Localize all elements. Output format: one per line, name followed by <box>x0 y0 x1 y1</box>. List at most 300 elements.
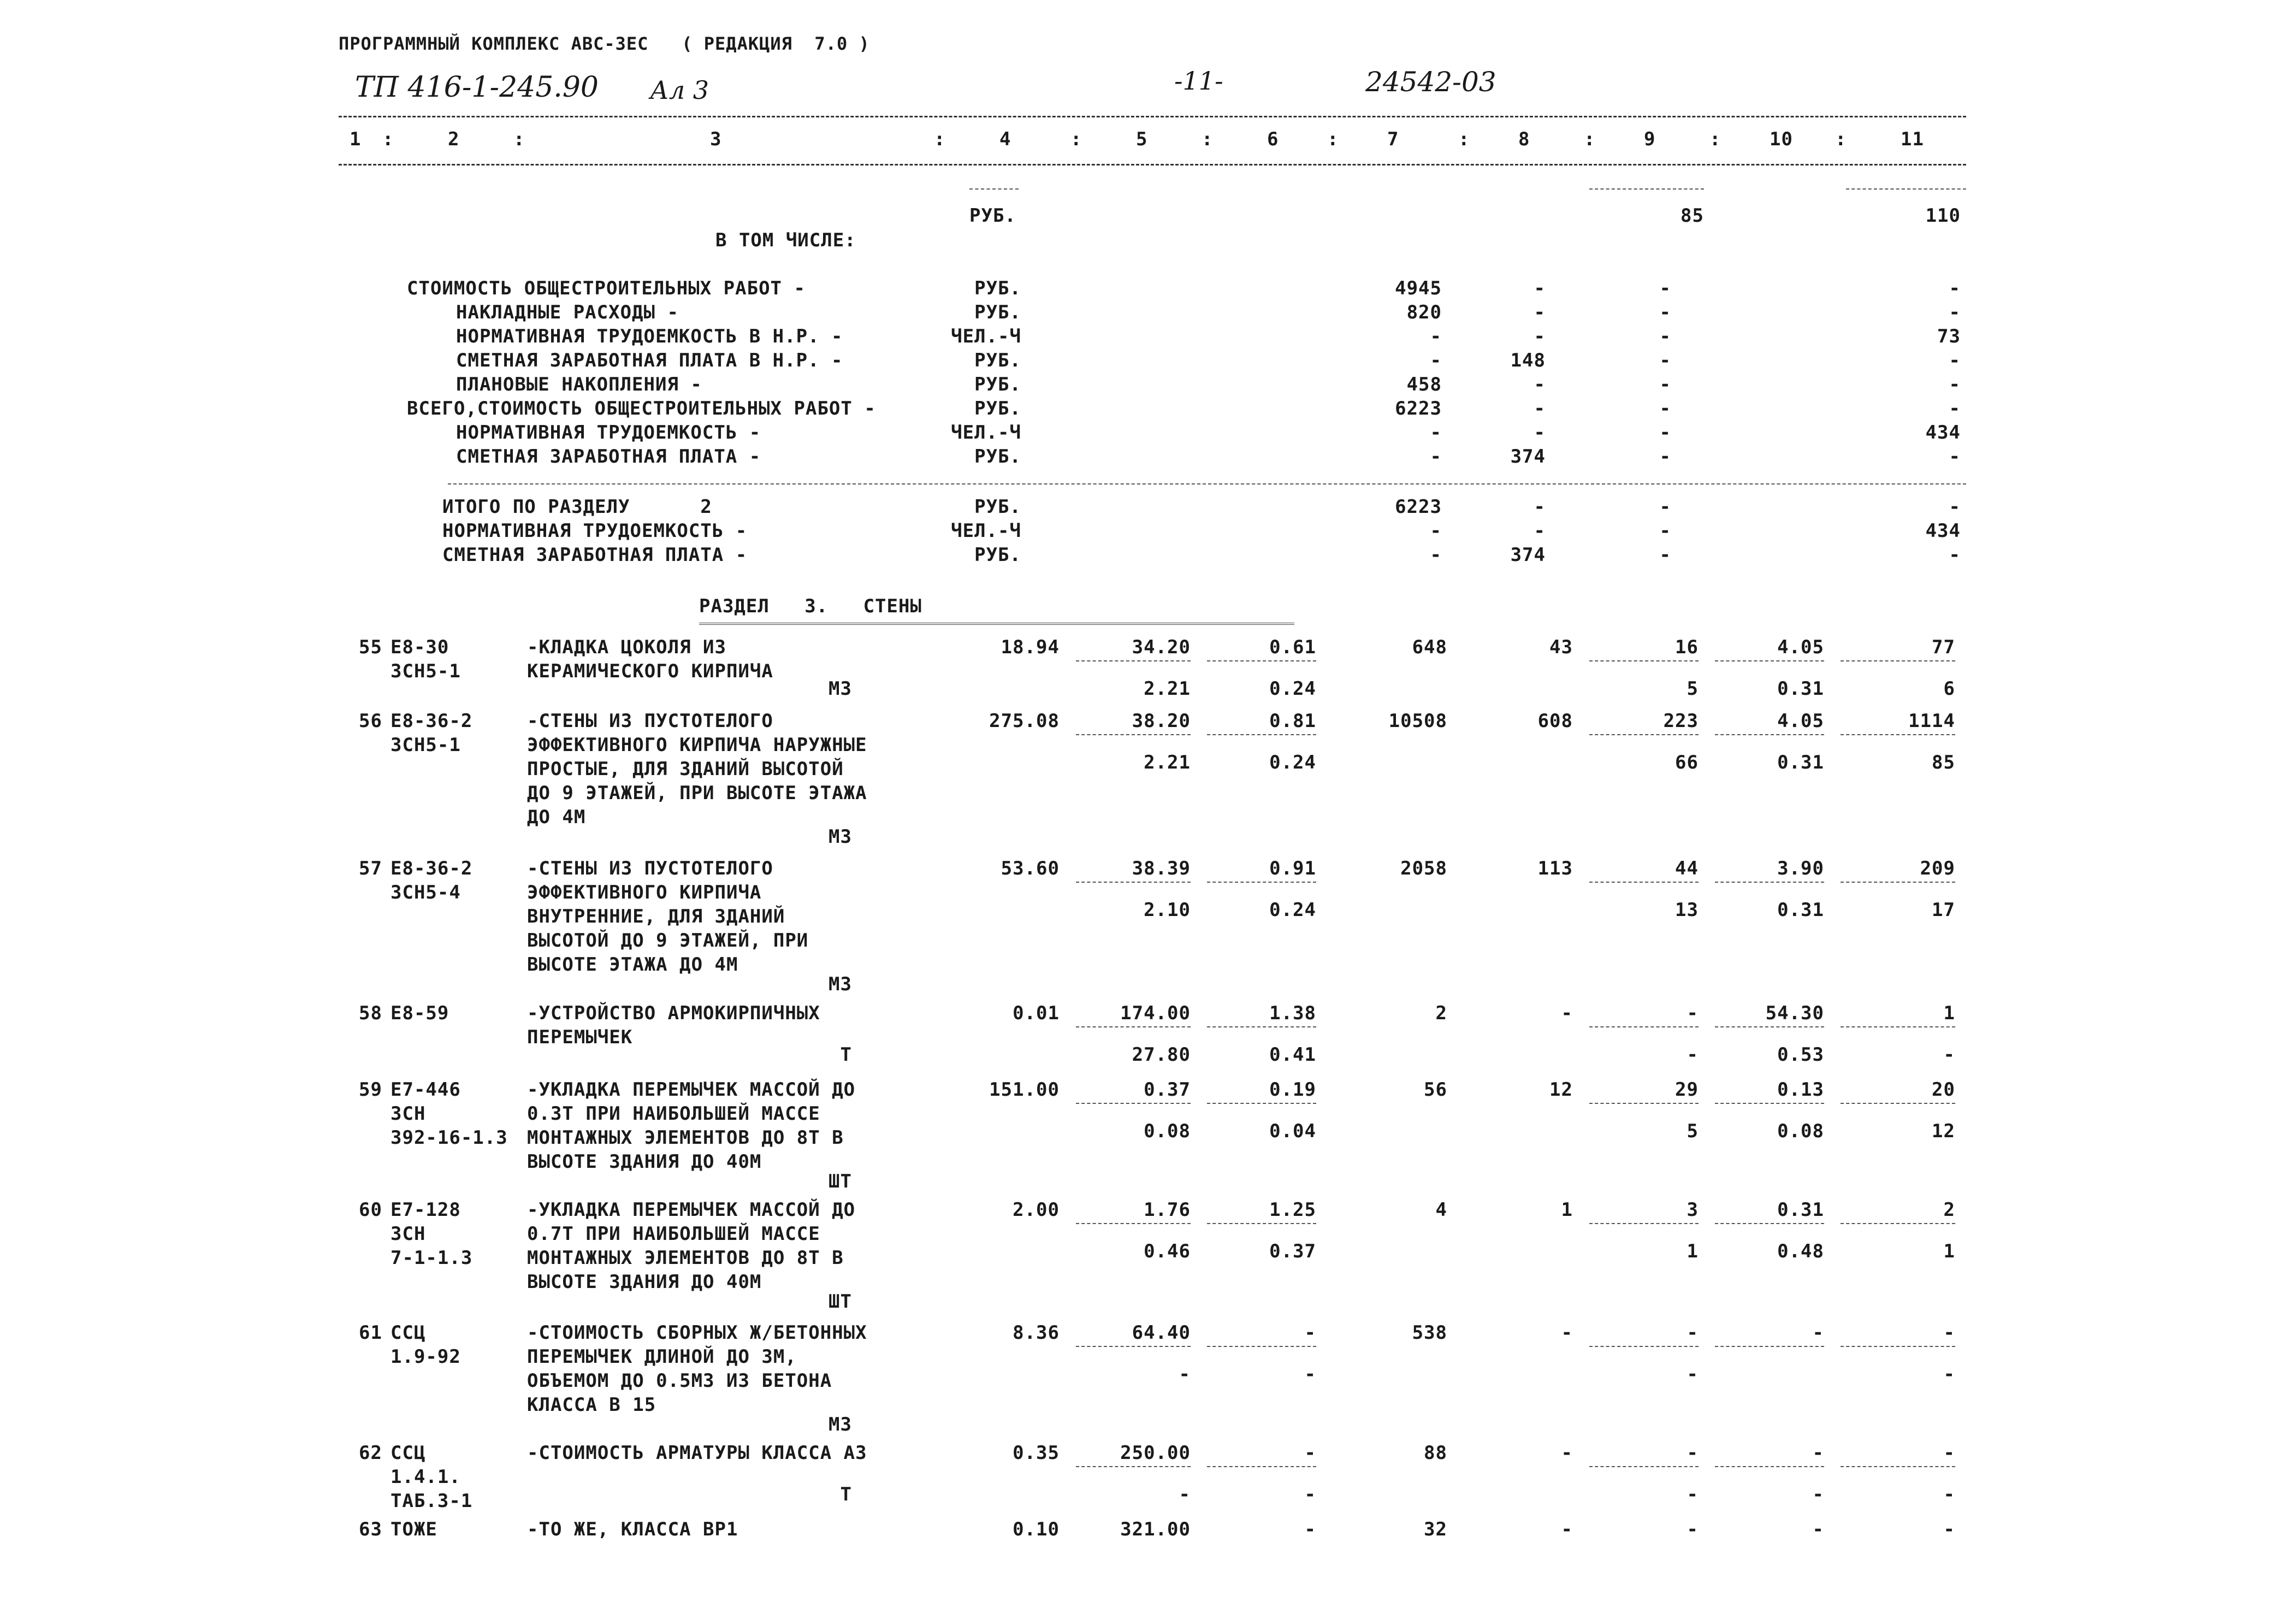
item-subrule-c6 <box>1207 1346 1316 1347</box>
item-c11-sub: - <box>1943 1363 1955 1385</box>
item-subrule-c9 <box>1589 1103 1699 1104</box>
item-subrule-c10 <box>1715 1223 1824 1224</box>
item-c11-sub: - <box>1943 1044 1955 1066</box>
item-c9: 16 <box>1675 636 1699 658</box>
summary-row-label: НОРМАТИВНАЯ ТРУДОЕМКОСТЬ - <box>456 422 761 444</box>
item-code: ТОЖЕ <box>390 1518 437 1540</box>
item-subrule-c5 <box>1076 882 1191 883</box>
item-c6: 0.81 <box>1269 710 1316 732</box>
section-title-underline <box>699 623 1294 625</box>
item-number: 55 <box>359 636 382 658</box>
item-c10-sub: - <box>1812 1484 1824 1505</box>
item-unit: М3 <box>829 973 852 995</box>
item-c6: 0.19 <box>1269 1079 1316 1101</box>
summary-row-c11: 434 <box>1925 422 1961 444</box>
item-c9-sub: 66 <box>1675 752 1699 773</box>
item-description: -ТО ЖЕ, КЛАССА ВР1 <box>527 1518 738 1540</box>
item-c4: 0.35 <box>1013 1442 1060 1464</box>
summary-divider <box>448 483 1966 484</box>
item-subrule-c5 <box>1076 734 1191 735</box>
item-c9-sub: - <box>1687 1484 1699 1505</box>
item-c8: 12 <box>1549 1079 1573 1101</box>
summary-row-label: ВСЕГО,СТОИМОСТЬ ОБЩЕСТРОИТЕЛЬНЫХ РАБОТ - <box>407 398 876 419</box>
summary-row-c9: - <box>1659 277 1671 299</box>
summary-row-label: СТОИМОСТЬ ОБЩЕСТРОИТЕЛЬНЫХ РАБОТ - <box>407 277 806 299</box>
item-c4: 0.10 <box>1013 1518 1060 1540</box>
item-description: ВЫСОТЕ ЭТАЖА ДО 4М <box>527 954 738 976</box>
item-c5: 1.76 <box>1144 1199 1191 1221</box>
column-number: 10 <box>1770 128 1793 150</box>
item-code: ТАБ.3-1 <box>390 1490 473 1512</box>
item-description: -СТЕНЫ ИЗ ПУСТОТЕЛОГО <box>527 710 773 732</box>
item-c5: 64.40 <box>1132 1322 1191 1344</box>
item-c6: 0.91 <box>1269 858 1316 879</box>
item-number: 63 <box>359 1518 382 1540</box>
item-c10: 4.05 <box>1777 710 1824 732</box>
summary-rule-c11 <box>1846 188 1966 190</box>
item-c8: - <box>1561 1518 1573 1540</box>
summary-row-c11: 434 <box>1925 520 1961 542</box>
item-description: ОБЪЕМОМ ДО 0.5М3 ИЗ БЕТОНА <box>527 1370 832 1392</box>
item-code: ЗСН5-4 <box>390 882 461 903</box>
item-subrule-c11 <box>1841 660 1955 661</box>
item-code: ССЦ <box>390 1322 426 1344</box>
item-unit: ШТ <box>829 1291 852 1313</box>
item-unit: Т <box>840 1044 852 1066</box>
item-c8: - <box>1561 1002 1573 1024</box>
item-c7: 2058 <box>1400 858 1447 879</box>
item-c6-sub: 0.37 <box>1269 1240 1316 1262</box>
column-separator: : <box>1327 128 1339 150</box>
item-code: 1.9-92 <box>390 1346 461 1368</box>
item-c9: 223 <box>1663 710 1699 732</box>
item-subrule-c9 <box>1589 734 1699 735</box>
summary-row-c7: - <box>1430 422 1442 444</box>
item-subrule-c9 <box>1589 1223 1699 1224</box>
item-c4: 18.94 <box>1001 636 1060 658</box>
summary-row-c7: 458 <box>1406 374 1442 395</box>
column-number: 5 <box>1136 128 1148 150</box>
item-c10-sub: 0.31 <box>1777 899 1824 921</box>
summary-row-unit: РУБ. <box>974 374 1021 395</box>
item-number: 62 <box>359 1442 382 1464</box>
item-description: -СТЕНЫ ИЗ ПУСТОТЕЛОГО <box>527 858 773 879</box>
item-description: ДО 4М <box>527 806 586 828</box>
summary-row-c11: - <box>1949 544 1961 566</box>
header-rule-top <box>339 116 1966 117</box>
item-c11-sub: 6 <box>1943 678 1955 700</box>
item-c7: 88 <box>1424 1442 1447 1464</box>
item-c6-sub: 0.24 <box>1269 752 1316 773</box>
item-c6: 1.38 <box>1269 1002 1316 1024</box>
item-c5: 38.39 <box>1132 858 1191 879</box>
item-subrule-c9 <box>1589 1026 1699 1027</box>
item-subrule-c5 <box>1076 1466 1191 1467</box>
program-header: ПРОГРАММНЫЙ КОМПЛЕКС АВС-3ЕС ( РЕДАКЦИЯ 7.0 ) <box>339 33 870 54</box>
doc-number: 24542-03 <box>1365 66 1496 98</box>
item-c10: 54.30 <box>1765 1002 1824 1024</box>
summary-row-c7: - <box>1430 350 1442 371</box>
item-c11-sub: 12 <box>1932 1120 1955 1142</box>
header-rule-bottom <box>339 164 1966 166</box>
item-subrule-c9 <box>1589 1346 1699 1347</box>
item-c8: 43 <box>1549 636 1573 658</box>
summary-row-c7: - <box>1430 446 1442 468</box>
item-unit: Т <box>840 1484 852 1505</box>
item-subrule-c11 <box>1841 1223 1955 1224</box>
item-unit: М3 <box>829 1414 852 1435</box>
item-subrule-c6 <box>1207 660 1316 661</box>
summary-row-c9: - <box>1659 446 1671 468</box>
item-c6: 1.25 <box>1269 1199 1316 1221</box>
summary-rule-c9 <box>1589 188 1704 190</box>
summary-row-unit: РУБ. <box>974 302 1021 323</box>
album-label: Ал 3 <box>650 75 709 105</box>
summary-row-label: НОРМАТИВНАЯ ТРУДОЕМКОСТЬ - <box>442 520 748 542</box>
summary-row-unit: ЧЕЛ.-Ч <box>951 326 1021 347</box>
item-c7: 2 <box>1435 1002 1447 1024</box>
summary-row-c7: - <box>1430 326 1442 347</box>
summary-row-label: НОРМАТИВНАЯ ТРУДОЕМКОСТЬ В Н.Р. - <box>456 326 843 347</box>
column-number: 6 <box>1267 128 1279 150</box>
item-c7: 56 <box>1424 1079 1447 1101</box>
item-number: 57 <box>359 858 382 879</box>
column-number: 9 <box>1644 128 1656 150</box>
summary-row-c9: - <box>1659 350 1671 371</box>
item-description: 0.3Т ПРИ НАИБОЛЬШЕЙ МАССЕ <box>527 1103 820 1125</box>
item-description: ВЫСОТЕ ЗДАНИЯ ДО 40М <box>527 1151 762 1173</box>
item-c10: - <box>1812 1442 1824 1464</box>
item-c7: 538 <box>1412 1322 1447 1344</box>
summary-row-c8: 148 <box>1510 350 1546 371</box>
summary-row-c7: 6223 <box>1395 496 1442 518</box>
item-c9: 44 <box>1675 858 1699 879</box>
summary-row-c7: 4945 <box>1395 277 1442 299</box>
summary-row-label: СМЕТНАЯ ЗАРАБОТНАЯ ПЛАТА В Н.Р. - <box>456 350 843 371</box>
item-subrule-c5 <box>1076 1223 1191 1224</box>
item-c5: 250.00 <box>1120 1442 1191 1464</box>
item-subrule-c11 <box>1841 1466 1955 1467</box>
item-description: -СТОИМОСТЬ АРМАТУРЫ КЛАССА А3 <box>527 1442 867 1464</box>
item-c11: 20 <box>1932 1079 1955 1101</box>
column-number: 4 <box>999 128 1011 150</box>
item-unit: М3 <box>829 678 852 700</box>
item-subrule-c11 <box>1841 1026 1955 1027</box>
item-c7: 10508 <box>1388 710 1447 732</box>
item-description: -УСТРОЙСТВО АРМОКИРПИЧНЫХ <box>527 1002 820 1024</box>
item-description: ВЫСОТЕ ЗДАНИЯ ДО 40М <box>527 1271 762 1293</box>
item-subrule-c6 <box>1207 1026 1316 1027</box>
item-number: 58 <box>359 1002 382 1024</box>
summary-row-unit: РУБ. <box>974 398 1021 419</box>
item-c4: 151.00 <box>989 1079 1060 1101</box>
item-c11: - <box>1943 1322 1955 1344</box>
item-subrule-c11 <box>1841 734 1955 735</box>
column-separator: : <box>1584 128 1596 150</box>
item-c10-sub: 0.48 <box>1777 1240 1824 1262</box>
item-c8: 113 <box>1537 858 1573 879</box>
item-c7: 648 <box>1412 636 1447 658</box>
item-description: -КЛАДКА ЦОКОЛЯ ИЗ <box>527 636 726 658</box>
item-c5-sub: 2.10 <box>1144 899 1191 921</box>
item-c10-sub: 0.53 <box>1777 1044 1824 1066</box>
item-code: ЗСН <box>390 1103 426 1125</box>
page-number: -11- <box>1174 66 1223 96</box>
item-c9-sub: 13 <box>1675 899 1699 921</box>
item-c11-sub: 85 <box>1932 752 1955 773</box>
summary-row-label: ПЛАНОВЫЕ НАКОПЛЕНИЯ - <box>456 374 702 395</box>
summary-row-unit: ЧЕЛ.-Ч <box>951 422 1021 444</box>
summary-row-c7: - <box>1430 544 1442 566</box>
summary-row-c11: - <box>1949 398 1961 419</box>
summary-row-c8: 374 <box>1510 446 1546 468</box>
item-unit: М3 <box>829 826 852 848</box>
item-subrule-c9 <box>1589 1466 1699 1467</box>
summary-row-c9: - <box>1659 326 1671 347</box>
item-subrule-c9 <box>1589 660 1699 661</box>
item-subrule-c9 <box>1589 882 1699 883</box>
summary-row-c9: - <box>1659 302 1671 323</box>
item-c10-sub: 0.31 <box>1777 752 1824 773</box>
item-c5: 0.37 <box>1144 1079 1191 1101</box>
item-c9-sub: 5 <box>1687 1120 1699 1142</box>
summary-row-label: СМЕТНАЯ ЗАРАБОТНАЯ ПЛАТА - <box>442 544 748 566</box>
summary-total-unit: РУБ. <box>969 205 1016 227</box>
summary-row-c7: - <box>1430 520 1442 542</box>
item-c11-sub: 17 <box>1932 899 1955 921</box>
summary-row-c8: - <box>1534 398 1546 419</box>
column-separator: : <box>382 128 394 150</box>
item-subrule-c5 <box>1076 660 1191 661</box>
item-c5-sub: 2.21 <box>1144 678 1191 700</box>
summary-row-c9: - <box>1659 422 1671 444</box>
item-subrule-c5 <box>1076 1103 1191 1104</box>
item-description: -УКЛАДКА ПЕРЕМЫЧЕК МАССОЙ ДО <box>527 1079 856 1101</box>
item-c6-sub: - <box>1304 1484 1316 1505</box>
item-description: ДО 9 ЭТАЖЕЙ, ПРИ ВЫСОТЕ ЭТАЖА <box>527 782 867 804</box>
summary-rule-c4 <box>969 188 1019 190</box>
item-c7: 32 <box>1424 1518 1447 1540</box>
item-subrule-c6 <box>1207 1223 1316 1224</box>
column-separator: : <box>1709 128 1721 150</box>
item-description: 0.7Т ПРИ НАИБОЛЬШЕЙ МАССЕ <box>527 1223 820 1245</box>
item-code: 7-1-1.3 <box>390 1247 473 1269</box>
summary-row-c7: 6223 <box>1395 398 1442 419</box>
summary-row-c11: - <box>1949 302 1961 323</box>
item-subrule-c10 <box>1715 1346 1824 1347</box>
item-c9-sub: 5 <box>1687 678 1699 700</box>
summary-row-c8: - <box>1534 496 1546 518</box>
item-number: 59 <box>359 1079 382 1101</box>
item-code: Е8-30 <box>390 636 449 658</box>
item-subrule-c6 <box>1207 882 1316 883</box>
column-numbers-row <box>339 128 1966 150</box>
item-description: КЛАССА В 15 <box>527 1394 656 1416</box>
item-c6: 0.61 <box>1269 636 1316 658</box>
item-subrule-c10 <box>1715 1026 1824 1027</box>
item-description: ПЕРЕМЫЧЕК <box>527 1026 633 1048</box>
item-c10: 0.13 <box>1777 1079 1824 1101</box>
summary-row-unit: ЧЕЛ.-Ч <box>951 520 1021 542</box>
summary-row-c11: - <box>1949 350 1961 371</box>
item-code: Е7-128 <box>390 1199 461 1221</box>
item-c6-sub: 0.24 <box>1269 678 1316 700</box>
item-number: 61 <box>359 1322 382 1344</box>
item-subrule-c11 <box>1841 1346 1955 1347</box>
item-c4: 275.08 <box>989 710 1060 732</box>
item-c4: 8.36 <box>1013 1322 1060 1344</box>
item-c5-sub: 2.21 <box>1144 752 1191 773</box>
column-separator: : <box>1202 128 1214 150</box>
summary-row-c8: - <box>1534 520 1546 542</box>
item-description: ПЕРЕМЫЧЕК ДЛИНОЙ ДО 3М, <box>527 1346 797 1368</box>
summary-row-label: СМЕТНАЯ ЗАРАБОТНАЯ ПЛАТА - <box>456 446 761 468</box>
item-subrule-c6 <box>1207 734 1316 735</box>
summary-row-c8: - <box>1534 374 1546 395</box>
item-c6: - <box>1304 1518 1316 1540</box>
item-c9: - <box>1687 1442 1699 1464</box>
item-c5: 38.20 <box>1132 710 1191 732</box>
item-c5-sub: 0.46 <box>1144 1240 1191 1262</box>
item-c4: 0.01 <box>1013 1002 1060 1024</box>
item-code: ЗСН <box>390 1223 426 1245</box>
column-separator: : <box>1835 128 1847 150</box>
item-code: Е8-36-2 <box>390 710 473 732</box>
item-description: -УКЛАДКА ПЕРЕМЫЧЕК МАССОЙ ДО <box>527 1199 856 1221</box>
summary-row-c11: - <box>1949 496 1961 518</box>
summary-row-c11: - <box>1949 277 1961 299</box>
item-code: Е7-446 <box>390 1079 461 1101</box>
column-number: 3 <box>710 128 722 150</box>
item-c5-sub: 27.80 <box>1132 1044 1191 1066</box>
summary-total-c9: 85 <box>1680 205 1704 227</box>
item-c10: - <box>1812 1322 1824 1344</box>
item-description: ПРОСТЫЕ, ДЛЯ ЗДАНИЙ ВЫСОТОЙ <box>527 758 844 780</box>
column-number: 11 <box>1901 128 1924 150</box>
item-subrule-c10 <box>1715 1466 1824 1467</box>
item-code: ЗСН5-1 <box>390 734 461 756</box>
item-description: ЭФФЕКТИВНОГО КИРПИЧА <box>527 882 762 903</box>
summary-row-label: НАКЛАДНЫЕ РАСХОДЫ - <box>456 302 679 323</box>
summary-row-unit: РУБ. <box>974 496 1021 518</box>
item-c11: 2 <box>1943 1199 1955 1221</box>
item-description: ЭФФЕКТИВНОГО КИРПИЧА НАРУЖНЫЕ <box>527 734 867 756</box>
item-description: ВНУТРЕННИЕ, ДЛЯ ЗДАНИЙ <box>527 906 785 927</box>
item-subrule-c10 <box>1715 660 1824 661</box>
item-c10: 4.05 <box>1777 636 1824 658</box>
item-c5-sub: - <box>1179 1484 1191 1505</box>
column-separator: : <box>1458 128 1470 150</box>
summary-row-unit: РУБ. <box>974 544 1021 566</box>
item-c11: 209 <box>1920 858 1955 879</box>
summary-row-c9: - <box>1659 398 1671 419</box>
item-c7: 4 <box>1435 1199 1447 1221</box>
item-c9-sub: 1 <box>1687 1240 1699 1262</box>
item-c8: 608 <box>1537 710 1573 732</box>
summary-row-c11: - <box>1949 446 1961 468</box>
summary-row-c11: 73 <box>1937 326 1961 347</box>
summary-row-c9: - <box>1659 374 1671 395</box>
summary-row-c9: - <box>1659 544 1671 566</box>
item-c6-sub: - <box>1304 1363 1316 1385</box>
item-c11: - <box>1943 1518 1955 1540</box>
item-c10: 0.31 <box>1777 1199 1824 1221</box>
item-description: КЕРАМИЧЕСКОГО КИРПИЧА <box>527 660 773 682</box>
item-description: ВЫСОТОЙ ДО 9 ЭТАЖЕЙ, ПРИ <box>527 930 809 952</box>
item-subrule-c10 <box>1715 734 1824 735</box>
summary-row-c9: - <box>1659 496 1671 518</box>
item-c8: - <box>1561 1442 1573 1464</box>
item-code: ЗСН5-1 <box>390 660 461 682</box>
item-code: 1.4.1. <box>390 1466 461 1488</box>
item-c11-sub: - <box>1943 1484 1955 1505</box>
column-number: 1 <box>350 128 362 150</box>
item-subrule-c11 <box>1841 882 1955 883</box>
summary-row-label: ИТОГО ПО РАЗДЕЛУ 2 <box>442 496 712 518</box>
item-c5: 34.20 <box>1132 636 1191 658</box>
item-c9: 29 <box>1675 1079 1699 1101</box>
summary-row-unit: РУБ. <box>974 277 1021 299</box>
summary-total-c11: 110 <box>1925 205 1961 227</box>
item-c10-sub: 0.31 <box>1777 678 1824 700</box>
item-c6-sub: 0.24 <box>1269 899 1316 921</box>
column-number: 7 <box>1387 128 1399 150</box>
summary-row-c8: 374 <box>1510 544 1546 566</box>
item-c9: - <box>1687 1322 1699 1344</box>
item-c8: 1 <box>1561 1199 1573 1221</box>
item-subrule-c5 <box>1076 1026 1191 1027</box>
summary-row-c8: - <box>1534 422 1546 444</box>
item-c9: - <box>1687 1518 1699 1540</box>
column-number: 8 <box>1518 128 1530 150</box>
item-subrule-c6 <box>1207 1103 1316 1104</box>
item-c10: - <box>1812 1518 1824 1540</box>
item-c11-sub: 1 <box>1943 1240 1955 1262</box>
summary-row-c11: - <box>1949 374 1961 395</box>
item-c6: - <box>1304 1442 1316 1464</box>
item-c11: 1 <box>1943 1002 1955 1024</box>
item-code: Е8-59 <box>390 1002 449 1024</box>
item-c6-sub: 0.04 <box>1269 1120 1316 1142</box>
item-c9: - <box>1687 1002 1699 1024</box>
summary-row-c8: - <box>1534 326 1546 347</box>
item-c10: 3.90 <box>1777 858 1824 879</box>
section-title: РАЗДЕЛ 3. СТЕНЫ <box>699 595 922 617</box>
item-subrule-c6 <box>1207 1466 1316 1467</box>
column-separator: : <box>1070 128 1082 150</box>
item-code: Е8-36-2 <box>390 858 473 879</box>
summary-row-c8: - <box>1534 302 1546 323</box>
item-unit: ШТ <box>829 1171 852 1192</box>
item-c6-sub: 0.41 <box>1269 1044 1316 1066</box>
item-subrule-c11 <box>1841 1103 1955 1104</box>
item-c11: 77 <box>1932 636 1955 658</box>
summary-row-unit: РУБ. <box>974 350 1021 371</box>
item-description: МОНТАЖНЫХ ЭЛЕМЕНТОВ ДО 8Т В <box>527 1127 844 1149</box>
column-separator: : <box>513 128 525 150</box>
summary-row-c7: 820 <box>1406 302 1442 323</box>
item-subrule-c5 <box>1076 1346 1191 1347</box>
including-label: В ТОМ ЧИСЛЕ: <box>715 229 856 251</box>
summary-row-c8: - <box>1534 277 1546 299</box>
item-c5: 174.00 <box>1120 1002 1191 1024</box>
item-c11: 1114 <box>1908 710 1955 732</box>
item-c4: 2.00 <box>1013 1199 1060 1221</box>
doc-code: ТП 416-1-245.90 <box>355 71 599 104</box>
item-code: ССЦ <box>390 1442 426 1464</box>
item-subrule-c10 <box>1715 1103 1824 1104</box>
summary-row-unit: РУБ. <box>974 446 1021 468</box>
